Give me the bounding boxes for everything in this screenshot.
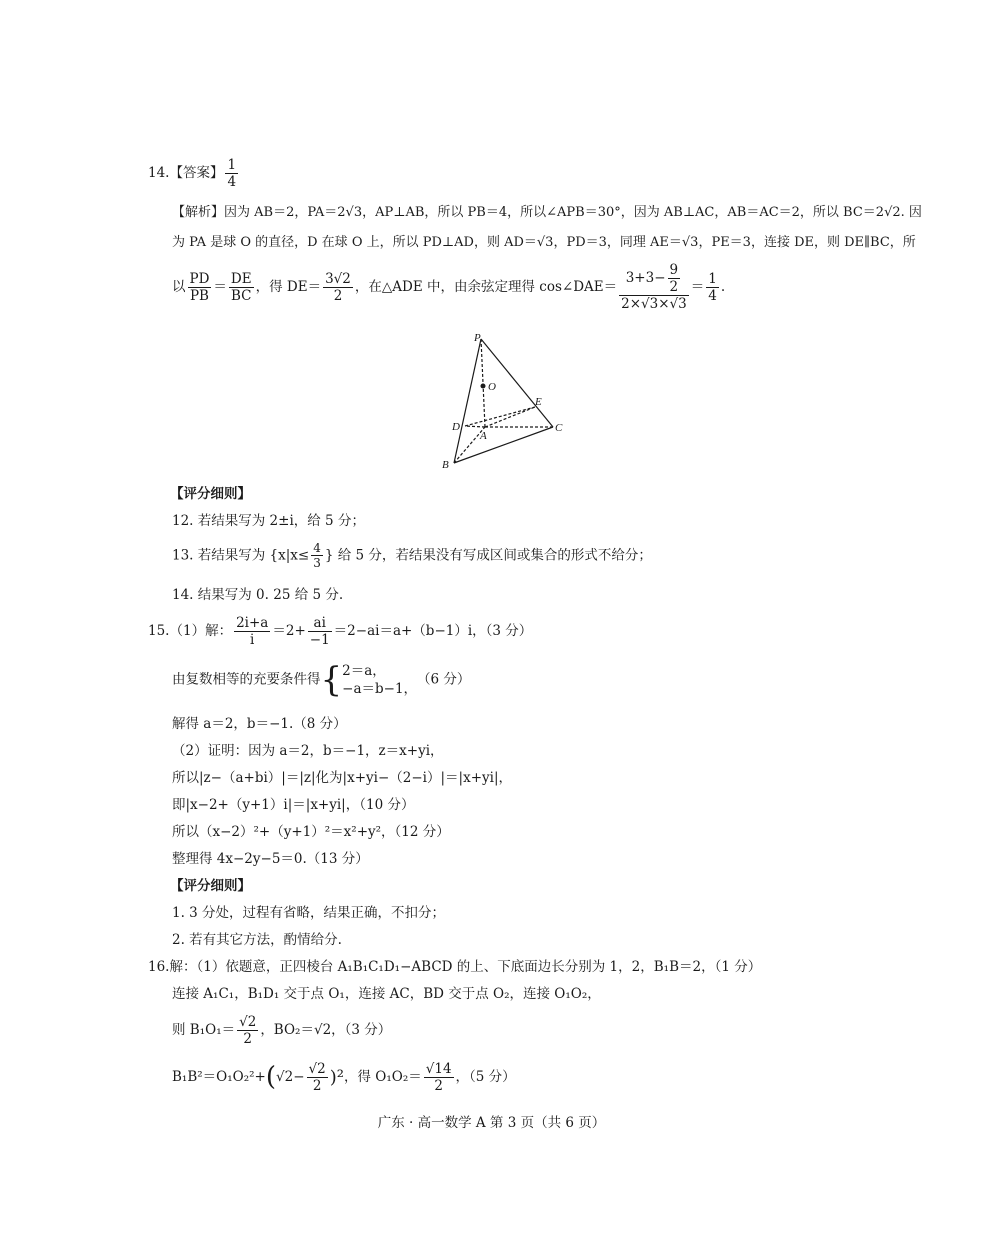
fraction-cos-dae [619,262,689,313]
frac-num: √2 [308,1061,326,1077]
equation-system [342,662,417,698]
q16-line-3 [172,1014,391,1047]
equals-sign: ＝ [213,278,227,295]
big-frac-den: 2×√3×√3 [621,296,687,313]
edge-pa [481,339,485,427]
fraction-de-bc [229,271,254,304]
label-b: B [442,459,449,471]
q16-text-3b: ，BO₂＝√2，（3 分） [260,1022,392,1039]
q15-system-line [172,660,471,701]
q14-text-de: ，得 DE＝ [255,278,322,295]
q14-analysis-line-2: 为 PA 是球 O 的直径，D 在球 O 上，所以 PD⊥AD，则 AD＝√3，PD＝3，同理 AE＝√3，PE＝3，连接 DE，则 DE∥BC，所 [172,235,916,250]
fraction-ai-over-minus1 [308,615,332,648]
fraction-sqrt2-over-2 [237,1014,258,1047]
q16-line-4 [172,1061,516,1094]
grading-item-14: 14. 结果写为 0. 25 给 5 分. [172,587,344,603]
q15-text-c: ＝2−ai＝a+（b−1）i，（3 分） [333,623,533,640]
edge-pb [454,339,481,463]
frac-den: BC [231,287,252,304]
equation-2: −a＝b−1， [342,681,418,698]
frac-den: PB [189,287,209,304]
fraction-1-4 [706,271,719,304]
equation-1: 2＝a， [342,663,386,679]
frac-num: √14 [425,1061,452,1077]
q14-answer-num: 1 [227,157,237,173]
q15-line-5: 所以（x−2）²+（y+1）²＝x²+y²，（12 分） [172,824,450,840]
fraction-sqrt14-over-2 [424,1061,454,1094]
label-d: D [452,421,460,433]
frac-den: 2 [669,279,679,296]
q16-label: 16. [148,959,170,975]
frac-den: 4 [708,287,717,304]
q15-part1-label: （1）解： [169,623,233,640]
fraction-4-3 [311,541,323,571]
fraction-sqrt2-over-2-b [307,1061,328,1094]
q14-label: 14.【答案】 [148,165,224,182]
label-c: C [555,422,563,434]
frac-num: 4 [313,541,321,555]
fraction-pd-pb [188,271,212,304]
q15-score-6: （6 分） [417,671,471,688]
q15-line-4: 即|x−2+（y+1）i|＝|x+yi|，（10 分） [172,797,415,813]
grading-item-13-text-b: } 给 5 分，若结果没有写成区间或集合的形式不给分； [324,547,652,564]
frac-num: 3√2 [325,270,351,287]
big-frac-num [619,262,689,296]
label-a: A [480,430,487,442]
q15-line-1 [148,615,532,648]
q16-text-4c: ，（5 分） [455,1069,516,1086]
q14-analysis-line-1: 【解析】因为 AB＝2，PA＝2√3，AP⊥AB，所以 PB＝4，所以∠APB＝30°，因为 AB⊥AC，AB＝AC＝2，所以 BC＝2√2. 因 [172,205,922,220]
q16-text-3a: 则 B₁O₁＝ [172,1022,236,1039]
center-point-o [481,384,486,389]
frac-den: −1 [309,632,330,649]
frac-den: 2 [312,1078,322,1095]
fraction-3sqrt2-2 [323,271,353,304]
q16-line-2: 连接 A₁C₁，B₁D₁ 交于点 O₁，连接 AC，BD 交于点 O₂，连接 O₁O₂， [172,986,601,1002]
q16-text-1: 解：（1）依题意，正四棱台 A₁B₁C₁D₁−ABCD 的上、下底面边长分别为 1，2，B₁B＝2，（1 分） [169,959,762,975]
paren-close-squared: )² [329,1066,344,1088]
q14-text-cos: ，在△ADE 中，由余弦定理得 cos∠DAE＝ [354,278,618,295]
grading-item-12: 12. 若结果写为 2±i，给 5 分； [172,513,365,529]
q16-paren-content: √2− [276,1069,305,1086]
q15-label: 15. [148,623,170,640]
grading-title-1: 【评分细则】 [170,486,251,502]
q14-analysis-line-3 [172,262,725,313]
q16-text-4b: ，得 O₁O₂＝ [343,1069,422,1086]
left-brace: { [320,660,343,701]
q14-text-yi: 以 [172,278,186,295]
frac-den: 3 [313,556,321,571]
frac-num: DE [230,270,252,287]
q15-text-b: ＝2+ [272,623,306,640]
grading-title-2: 【评分细则】 [170,878,251,894]
edge-ae [485,407,535,427]
paren-open: ( [265,1062,277,1093]
q16-line-1 [148,959,761,975]
equals-sign: ＝ [690,278,705,295]
grading-item-13-text-a: 13. 若结果写为 {x|x≤ [172,547,310,564]
grading2-item-1: 1. 3 分处，过程有省略，结果正确，不扣分； [172,905,446,921]
fraction-9-2 [668,262,681,295]
frac-den: i [250,632,255,649]
grading-item-13 [172,541,652,571]
page-footer: 广东 · 高一数学 A 第 3 页（共 6 页） [377,1115,606,1131]
tetrahedron-figure [438,330,578,475]
edge-ad [465,426,485,427]
frac-num: 2i+a [236,615,269,631]
q16-text-4a: B₁B²＝O₁O₂²+ [172,1069,266,1086]
frac-den: 2 [243,1031,252,1048]
frac-num: 9 [669,262,679,278]
q15-part2-line: （2）证明：因为 a＝2，b＝−1，z＝x+yi， [172,743,444,759]
frac-den: 2 [333,287,343,304]
frac-den: 2 [434,1078,443,1095]
q15-line-6: 整理得 4x−2y−5＝0.（13 分） [172,851,369,867]
grading2-item-2: 2. 若有其它方法，酌情给分. [172,932,342,948]
label-e: E [535,396,542,408]
frac-num: ai [308,615,332,632]
edge-de [465,407,535,426]
edge-bc [454,427,553,463]
big-frac-num-text: 3+3− [625,270,666,287]
q14-answer-line [148,157,240,190]
frac-num: 1 [708,270,717,287]
period: . [720,278,726,295]
q14-answer-den: 4 [227,174,237,191]
frac-num: PD [189,270,210,287]
q15-line-3: 所以|z−（a+bi）|＝|z|化为|x+yi−（2−i）|＝|x+yi|， [172,770,513,786]
q14-answer-fraction [225,157,238,190]
label-p: P [474,332,481,344]
q15-solve-line: 解得 a＝2，b＝−1.（8 分） [172,716,347,732]
frac-num: √2 [239,1014,257,1030]
q15-system-intro: 由复数相等的充要条件得 [172,671,321,688]
label-o: O [488,381,496,393]
fraction-2i-plus-a-over-i [234,615,270,648]
